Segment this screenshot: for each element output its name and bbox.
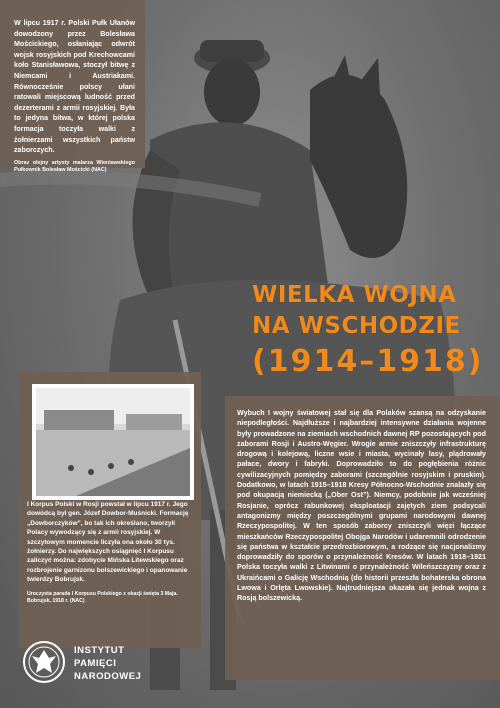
title-line-1: WIELKA WOJNA xyxy=(252,282,457,308)
corps-text: I Korpus Polski w Rosji powstał w lipcu 1917 r. Jego dowódcą był gen. Józef Dowbor-Muśnicki. Formację „Dowborczyków”, bo tak ich określano, tworzyli Polacy wywodzący się z armii rosyjskiej. W szczytowym momencie liczyła ona około 30 tys. żołnierzy. Do największych osiągnięć I Korpusu zaliczyć można: zdobycie Mińska Litewskiego oraz rozbrojenie garnizonu bolszewickiego i opanowanie twierdzy Bobrujsk. xyxy=(27,501,189,584)
logo-line-2: PAMIĘCI xyxy=(74,658,117,669)
logo-line-1: INSTYTUT xyxy=(74,645,125,656)
ipn-logo xyxy=(22,640,182,692)
corps-caption: Uroczysta parada I Korpusu Polskiego z okazji święta 3 Maja. Bobrujsk, 1918 r. (NAC) xyxy=(27,590,178,604)
intro-panel xyxy=(0,0,145,173)
eagle-seal-icon xyxy=(22,640,66,684)
parade-photo-image xyxy=(36,388,190,496)
intro-caption: Obraz olejny artysty malarza Wieniawskiego Pułkownik Bolesław Mościcki (NAC) xyxy=(14,159,135,173)
page-title xyxy=(252,280,484,382)
title-line-2: NA WSCHODZIE xyxy=(252,313,461,339)
logo-text xyxy=(74,644,141,683)
title-dates: (1914–1918) xyxy=(252,344,484,379)
main-panel xyxy=(225,396,500,680)
main-text: Wybuch I wojny światowej stał się dla Polaków szansą na odzyskanie niepodległości. Najdłuższe i najbardziej intensywne działania wojenne były prowadzone na ziemiach wschodnich dawnej RP pozostających pod zaborami Rosji i Austro-Węgier. Wrogie armie zniszczyły infrastrukturę drogową i kolejową, liczne wsie i miasta, wycinały lasy, plądrowały pałace, dwory i fabryki. Doprowadziło to do pogłębienia różnic cywilizacyjnych pomiędzy zaborami (szczególnie rosyjskim i pruskim). Dodatkowo, w latach 1915–1918 Kresy Północno-Wschodnie znalazły się pod okupacją niemiecką („Ober Ost”). Niemcy, podobnie jak wcześniej Rosjanie, oprócz rabunkowej eksploatacji zajętych ziem podsycali antagonizmy między poszczególnymi grupami narodowymi dawnej Rzeczypospolitej. W ten sposób zaborcy zniszczyli więzi łączące mieszkańców Rzeczypospolitej Obojga Narodów i udaremnili odrodzenie się państwa w kształcie przedrozbiorowym, a rodzące się nacjonalizmy doprowadziły do sporów o przynależność Kresów. W latach 1918–1921 Polska toczyła walki z Litwinami o przynależność Wileńszczyzny oraz z Ukraińcami o Galicję Wschodnią (do historii przeszła bohaterska obrona Lwowa i Orlęta Lwowskie). Najtrudniejsza okazała się jednak wojna z Rosją bolszewicką. xyxy=(237,409,486,603)
intro-text: W lipcu 1917 r. Polski Pułk Ułanów dowodzony przez Bolesława Mościckiego, osłaniając odwrót wojsk rosyjskich pod Krechowcami koło Stanisławowa, stoczył bitwę z Niemcami i Austriakami. Równocześnie polscy ułani ratowali miejscową ludność przed dezerterami z armii rosyjskiej. Była to jedyna bitwa, w której polska formacja toczyła walki z żołnierzami wszystkich państw zaborczych. xyxy=(14,19,135,155)
logo-line-3: NARODOWEJ xyxy=(74,671,142,682)
parade-photo xyxy=(32,384,194,500)
